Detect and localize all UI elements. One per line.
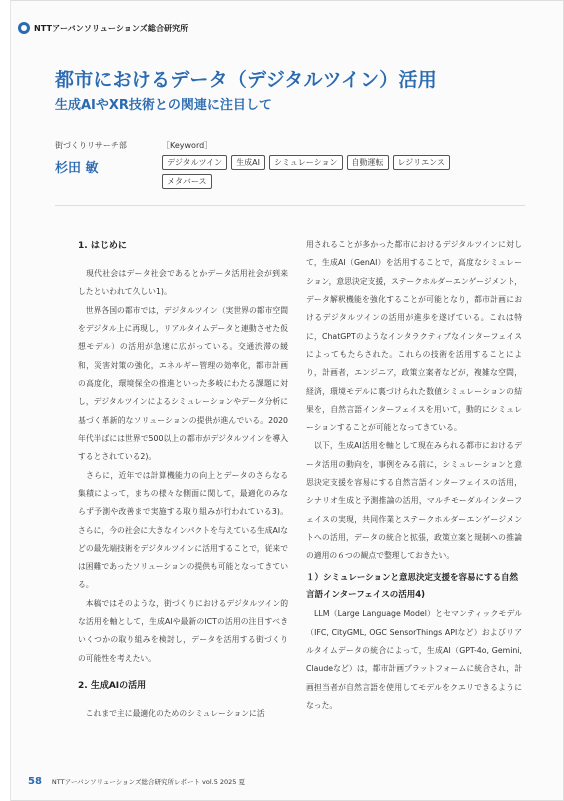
keyword-tag: デジタルツイン bbox=[162, 155, 227, 170]
author-dept: 街づくりリサーチ部 bbox=[55, 141, 127, 150]
section-heading-genai: 2. 生成AIの活用 bbox=[78, 681, 147, 692]
author-block bbox=[55, 140, 150, 176]
footer-text: NTTアーバンソリューションズ総合研究所レポート vol.5 2025 夏 bbox=[51, 778, 246, 786]
brand-logo-icon bbox=[18, 22, 30, 34]
paragraph: さらに，近年では計算機能力の向上とデータのさらなる集積によって，まちの様々な側面に関して，最適化のみならず予測や改善まで実施する取り組みが行われている3)。さらに，今の社会に大きなインパクトを与えている生成AIなどの最先端技術をデジタルツインに活用することで，従来では困難であったソリューションの提供も可能となってきている。 bbox=[78, 470, 288, 590]
article-subtitle: 生成AIやXR技術との関連に注目して bbox=[55, 98, 272, 113]
paragraph: 世界各国の都市では，デジタルツイン（実世界の都市空間をデジタル上に再現し，リアルタイムデータと連動させた仮想モデル）の活用が急速に広がっている。交通渋滞の緩和，災害対策の強化，エネルギー管理の効率化，都市計画の高度化，環境保全の推進といった多岐にわたる課題に対し，デジタルツインによるシミュレーションやデータ分析に基づく革新的なソリューションの提供が進んでいる。2020年代半ばには世界で500以上の都市がデジタルツインを導入するとされている2)。 bbox=[78, 305, 288, 462]
keyword-tag: 自動運転 bbox=[347, 155, 389, 170]
section-divider bbox=[55, 205, 525, 206]
keyword-block bbox=[162, 140, 482, 189]
keyword-tag: 生成AI bbox=[231, 155, 265, 170]
keyword-tag: メタバース bbox=[162, 174, 212, 189]
paragraph: 現代社会はデータ社会であるとかデータ活用社会が到来したといわれて久しい1)。 bbox=[78, 269, 288, 297]
page-number: 58 bbox=[28, 776, 42, 787]
keyword-tag: シミュレーション bbox=[269, 155, 343, 170]
paragraph: LLM（Large Language Model）とセマンティックモデル（IFC, CityGML, OGC SensorThings APIなど）およびリアルタイムデータの統合によって，生成AI（GPT-4o, Gemini, Claudeなど）は，都市計画プラットフォームに統合され，計画担当者が自然言語を使用してモデルをクエリできるようになった。 bbox=[306, 609, 522, 710]
paragraph: 本稿ではそのような，街づくりにおけるデジタルツイン的な活用を軸として，生成AIや最新のICTの活用の注目すべきいくつかの取り組みを検討し，データを活用する街づくりの可能性を考えたい。 bbox=[78, 598, 288, 663]
paragraph: 以下，生成AI活用を軸として現在みられる都市におけるデータ活用の動向を，事例をみる前に，シミュレーションと意思決定支援を容易にする自然言語インターフェイスの活用，シナリオ生成と予測推論の活用，マルチモーダルインターフェイスの実現，共同作業とステークホルダーエンゲージメントへの活用，データの統合と拡張，政策立案と規制への推論の適用の６つの観点で整理しておきたい。 bbox=[306, 441, 522, 561]
author-name: 杉田 敏 bbox=[55, 161, 99, 176]
side-strip bbox=[0, 0, 11, 801]
paragraph: これまで主に最適化のためのシミュレーションに活 bbox=[78, 709, 265, 719]
left-column bbox=[78, 236, 288, 723]
keyword-list bbox=[162, 155, 452, 189]
right-column bbox=[306, 236, 522, 715]
page-footer bbox=[28, 776, 245, 787]
article-title: 都市におけるデータ（デジタルツイン）活用 bbox=[55, 69, 437, 91]
paragraph: 用されることが多かった都市におけるデジタルツインに対して，生成AI（GenAI）を活用することで，高度なシミュレーション，意思決定支援，ステークホルダーエンゲージメント，データ解釈機能を強化することが可能となり，都市計画におけるデジタルツインの活用が進歩を遂げている。これは特に，ChatGPTのようなインタラクティブなインターフェイスによってもたらされた。これらの技術を活用することにより，計画者，エンジニア，政策立案者などが，複雑な空間，経済，環境モデルに裏づけられた数値シミュレーションの結果を，自然言語インターフェイスを用いて，動的にシミュレーションすることが可能となってきている。 bbox=[306, 240, 522, 433]
brand-header bbox=[18, 22, 188, 34]
section-heading-introduction: 1. はじめに bbox=[78, 241, 127, 251]
subsection-heading: １）シミュレーションと意思決定支援を容易にする自然言語インターフェイスの活用4) bbox=[306, 572, 518, 601]
brand-text: NTTアーバンソリューションズ総合研究所 bbox=[34, 23, 189, 33]
keyword-title: ［Keyword］ bbox=[162, 141, 213, 150]
keyword-tag: レジリエンス bbox=[393, 155, 450, 170]
